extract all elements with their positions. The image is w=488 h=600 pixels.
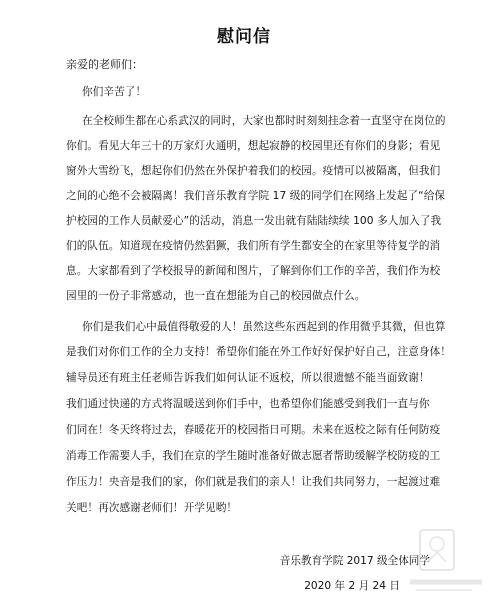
- paragraph-1-line-1: 在全校师生都在心系武汉的同时，大家也都时时刻刻挂念着一直坚守在岗位的: [82, 115, 446, 127]
- signature: 音乐教育学院 2017 级全体同学: [279, 555, 430, 567]
- paragraph-1-line-7: 息。大家都看到了学校报导的新闻和图片，了解到你们工作的辛苦，我们作为校: [66, 265, 441, 277]
- paragraph-2-line-7: 作压力！央音是我们的家，你们就是我们的亲人！让我们共同努力，一起渡过难: [66, 476, 441, 488]
- paragraph-2-line-5: 们同在！冬天终将过去，春暖花开的校园指日可期。未来在返校之际有任何防疫: [66, 424, 441, 436]
- opening-line: 你们辛苦了！: [82, 86, 147, 98]
- paragraph-2-line-6: 消毒工作需要人手，我们在京的学生随时准备好做志愿者帮助缓解学校防疫的工: [66, 450, 441, 462]
- paragraph-1-line-4: 之间的心绝不会被隔离！我们音乐教育学院 17 级的同学们在网络上发起了“给保: [66, 190, 446, 202]
- paragraph-2-line-8: 关吧！再次感谢老师们！开学见哟！: [66, 502, 238, 514]
- paragraph-1-line-2: 你们。看见大年三十的万家灯火通明，想起寂静的校园里还有你们的身影；看见: [66, 140, 441, 152]
- paragraph-1-line-6: 们的队伍。知道现在疫情仍然猖獗，我们所有学生都安全的在家里等待复学的消: [66, 240, 441, 252]
- paragraph-1-line-5: 护校园的工作人员献爱心”的活动，消息一发出就有陆陆续续 100 多人加入了我: [66, 215, 442, 227]
- page-title: 慰问信: [217, 27, 271, 47]
- watermark-logo: [402, 522, 488, 596]
- paragraph-2-line-2: 是我们对你们工作的全力支持！希望你们能在外工作好好保护好自己，注意身体！: [66, 346, 451, 358]
- signature-date: 2020 年 2 月 24 日: [304, 580, 400, 592]
- paragraph-1-line-3: 窗外大雪纷飞，想起你们仍然在外保护着我们的校园。疫情可以被隔离，但我们: [66, 165, 441, 177]
- salutation: 亲爱的老师们：: [66, 58, 143, 71]
- paragraph-2-line-4: 我们通过快递的方式将温暖送到你们手中，也希望你们能感受到我们一直与你: [66, 398, 430, 410]
- paragraph-2-line-1: 你们是我们心中最值得敬爱的人！虽然这些东西起到的作用微乎其微，但也算: [82, 321, 446, 333]
- paragraph-2-line-3: 辅导员还有班主任老师告诉我们如何认证不返校，所以很遗憾不能当面致谢！: [66, 372, 430, 384]
- paragraph-1-line-8: 园里的一份子非常感动，也一直在想能为自己的校园做点什么。: [66, 290, 366, 302]
